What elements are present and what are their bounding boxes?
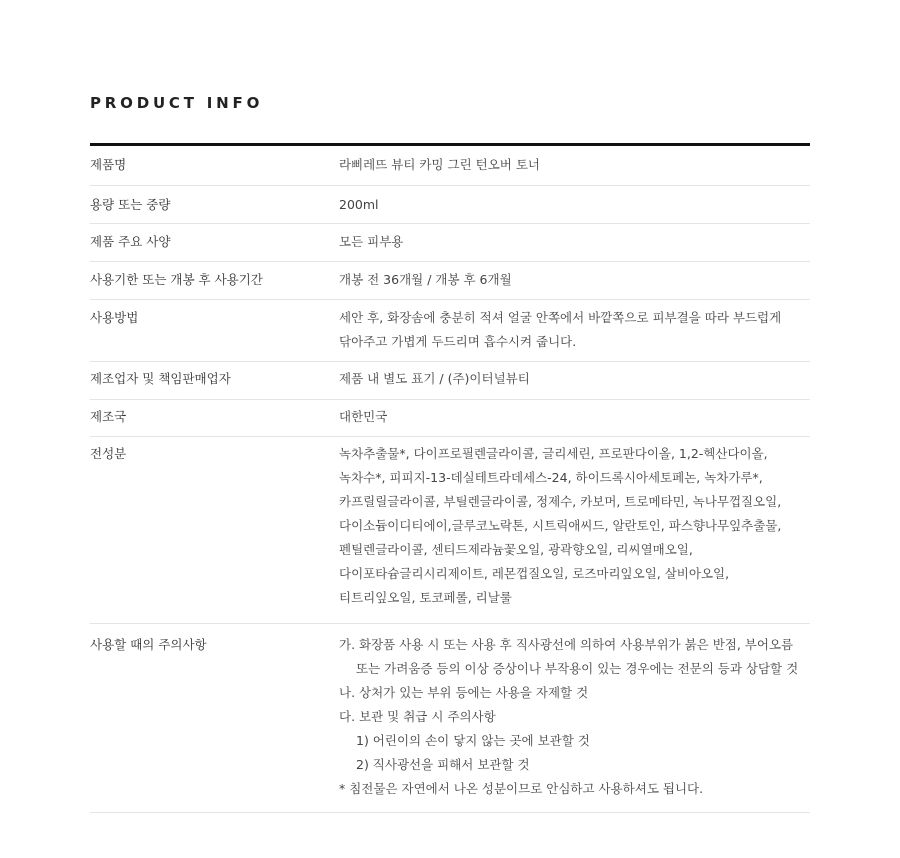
- value-line: 대한민국: [339, 409, 388, 424]
- value-line: 카프릴릴글라이콜, 부틸렌글라이콜, 정제수, 카보머, 트로메타민, 녹나무껍질오일,: [339, 494, 782, 509]
- row-label: 제조국: [90, 409, 127, 424]
- row-value: [339, 367, 810, 399]
- info-row-volume: [90, 186, 810, 224]
- info-row-expiry: [90, 262, 810, 300]
- info-row-cautions: [90, 624, 810, 813]
- value-line: 다이소듐이디티에이,글루코노락톤, 시트릭애씨드, 알란토인, 파스향나무잎추출물,: [339, 518, 782, 533]
- row-label: 전성분: [90, 446, 127, 461]
- row-label: 제품명: [90, 157, 127, 172]
- row-value: [339, 405, 810, 436]
- value-line: 라삐레뜨 뷰티 카밍 그린 턴오버 토너: [339, 157, 540, 172]
- value-line: 개봉 전 36개월 / 개봉 후 6개월: [339, 272, 512, 287]
- row-label: 사용기한 또는 개봉 후 사용기간: [90, 272, 263, 287]
- value-line: 닦아주고 가볍게 두드리며 흡수시켜 줍니다.: [339, 334, 577, 349]
- info-row-country: [90, 400, 810, 437]
- row-value: [339, 153, 810, 185]
- page-title: PRODUCT INFO: [90, 94, 264, 112]
- value-line: 또는 가려움증 등의 이상 증상이나 부작용이 있는 경우에는 전문의 등과 상담할 것: [356, 661, 799, 676]
- value-line: 녹차수*, 피피지-13-데실테트라데세스-24, 하이드록시아세토페논, 녹차가루*,: [339, 470, 763, 485]
- row-value: [339, 633, 810, 812]
- row-value: [339, 442, 810, 623]
- value-line: 제품 내 별도 표기 / (주)이터널뷰티: [339, 371, 530, 386]
- value-line: 가. 화장품 사용 시 또는 사용 후 직사광선에 의하여 사용부위가 붉은 반점, 부어오름: [339, 637, 794, 652]
- value-line: 티트리잎오일, 토코페롤, 리날룰: [339, 590, 512, 605]
- value-line: 1) 어린이의 손이 닿지 않는 곳에 보관할 것: [356, 733, 590, 748]
- row-value: [339, 306, 810, 361]
- value-line: 펜틸렌글라이콜, 센티드제라늄꽃오일, 광곽향오일, 리씨열매오일,: [339, 542, 693, 557]
- info-row-product-name: [90, 146, 810, 186]
- row-value: [339, 193, 810, 223]
- value-line: 녹차추출물*, 다이프로필렌글라이콜, 글리세린, 프로판다이올, 1,2-헥산다이올,: [339, 446, 768, 461]
- value-line: * 침전물은 자연에서 나온 성분이므로 안심하고 사용하셔도 됩니다.: [339, 781, 704, 796]
- info-row-manufacturer: [90, 362, 810, 400]
- info-row-usage: [90, 300, 810, 362]
- info-row-ingredients: [90, 437, 810, 624]
- row-label: 용량 또는 중량: [90, 197, 171, 212]
- value-line: 2) 직사광선을 피해서 보관할 것: [356, 757, 530, 772]
- value-line: 나. 상처가 있는 부위 등에는 사용을 자제할 것: [339, 685, 589, 700]
- value-line: 모든 피부용: [339, 234, 404, 249]
- row-label: 사용방법: [90, 310, 139, 325]
- row-label: 사용할 때의 주의사항: [90, 637, 207, 652]
- product-info-table: [90, 143, 810, 813]
- value-line: 다이포타슘글리시리제이트, 레몬껍질오일, 로즈마리잎오일, 살비아오일,: [339, 566, 730, 581]
- row-label: 제품 주요 사양: [90, 234, 171, 249]
- row-value: [339, 230, 810, 261]
- value-line: 세안 후, 화장솜에 충분히 적셔 얼굴 안쪽에서 바깥쪽으로 피부결을 따라 부드럽게: [339, 310, 782, 325]
- row-value: [339, 268, 810, 299]
- row-label: 제조업자 및 책임판매업자: [90, 371, 231, 386]
- value-line: 200ml: [339, 197, 379, 212]
- info-row-spec: [90, 224, 810, 262]
- value-line: 다. 보관 및 취급 시 주의사항: [339, 709, 496, 724]
